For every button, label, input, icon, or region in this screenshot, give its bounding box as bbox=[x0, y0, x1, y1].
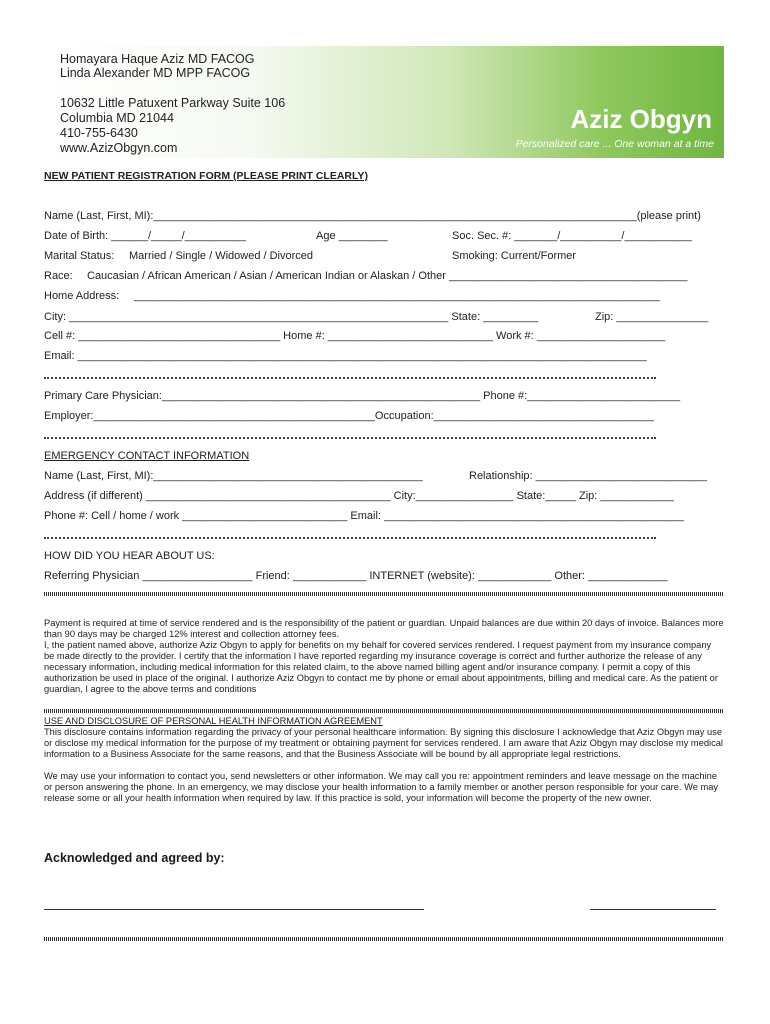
practice-address bbox=[60, 96, 285, 156]
signature-line[interactable] bbox=[44, 909, 424, 910]
home-address-label: Home Address: bbox=[44, 290, 120, 302]
ssn-field[interactable]: Soc. Sec. #: _______/__________/___________ bbox=[452, 230, 692, 242]
dotted-divider bbox=[44, 537, 656, 539]
smoking-field[interactable]: Smoking: Current/Former bbox=[452, 250, 577, 262]
acknowledgement-title: Acknowledged and agreed by: bbox=[44, 851, 225, 865]
email-field[interactable]: Email: _____________________________________________________________________________________________ bbox=[44, 350, 647, 362]
age-field[interactable]: Age ________ bbox=[316, 230, 388, 242]
phi-agreement bbox=[44, 716, 724, 804]
race-label: Race: bbox=[44, 270, 73, 282]
doctor-name: Homayara Haque Aziz MD FACOG bbox=[60, 52, 255, 66]
authorization-paragraph: I, the patient named above, authorize Aziz Obgyn to apply for benefits on my behalf for covered services rendered. I request payment from my insurance company be made directly to the provider. I certify that the information I have reported regarding my insurance coverage is correct and further authorize the release of any necessary information, including medical information for this related claim, to the above named billing agent and/or insurance company. I permit a copy of this authorization be used in place of the original. I authorize Aziz Obgyn to contact me by phone or email about appointments, billing and medical care. As the patient or guardian, I agree to the above terms and conditions bbox=[44, 640, 718, 694]
name-field[interactable]: Name (Last, First, MI):_______________________________________________________________________________(please print) bbox=[44, 210, 701, 222]
address-line: 10632 Little Patuxent Parkway Suite 106 bbox=[60, 96, 286, 110]
referral-source-field[interactable]: Referring Physician __________________ Friend: ____________ INTERNET (website): ____________ Other: _____________ bbox=[44, 570, 668, 582]
payment-paragraph: Payment is required at time of service rendered and is the responsibility of the patient or guardian. Unpaid balances are due within 20 days of invoice. Balances more than 90 days may be charged 12% interest and collection attorney fees. bbox=[44, 618, 724, 639]
phi-paragraph: This disclosure contains information regarding the privacy of your personal healthcare information. By signing this disclosure I acknowledge that Aziz Obgyn may use or disclose my medical information for the purpose of my treatment or obtaining payment for services rendered. I am aware that Aziz Obgyn may disclose my medical information to a Business Associate for the same reasons, and that the Business Associate will be bound by all appropriate legal restrictions. bbox=[44, 727, 723, 759]
letterhead-banner bbox=[44, 46, 724, 158]
emergency-contact-title: EMERGENCY CONTACT INFORMATION bbox=[44, 450, 250, 462]
relationship-field[interactable]: Relationship: ____________________________ bbox=[469, 470, 707, 482]
phone-row[interactable]: Cell #: _________________________________ Home #: ___________________________ Work #: _____________________ bbox=[44, 330, 666, 342]
section-separator bbox=[44, 937, 724, 941]
phone-number: 410-755-6430 bbox=[60, 126, 138, 140]
employer-field[interactable]: Employer:______________________________________________Occupation:____________________________________ bbox=[44, 410, 654, 422]
phi-title: USE AND DISCLOSURE OF PERSONAL HEALTH INFORMATION AGREEMENT bbox=[44, 716, 383, 726]
marital-label: Marital Status: bbox=[44, 250, 115, 262]
emergency-phone-field[interactable]: Phone #: Cell / home / work ___________________________ Email: _________________________________________________ bbox=[44, 510, 684, 522]
brand-logo-text: Aziz Obgyn bbox=[570, 104, 712, 134]
website: www.AzizObgyn.com bbox=[60, 141, 178, 155]
address-line: Columbia MD 21044 bbox=[60, 111, 174, 125]
emergency-address-field[interactable]: Address (if different) ________________________________________ City:________________ State:_____ Zip: ____________ bbox=[44, 490, 674, 502]
doctors-list bbox=[60, 52, 255, 80]
dotted-divider bbox=[44, 437, 656, 439]
phi-contact-paragraph: We may use your information to contact you, send newsletters or other information. We may call you re: appointment reminders and leave message on the machine or person answering the phone. In an emergency, we may disclose your health information to a family member or another person responsible for your care. We may release some or all your health information when required by law. If this practice is sold, your information will become the property of the new owner. bbox=[44, 771, 719, 803]
dob-field[interactable]: Date of Birth: ______/_____/__________ bbox=[44, 230, 246, 242]
hear-about-title: HOW DID YOU HEAR ABOUT US: bbox=[44, 550, 215, 562]
emergency-name-field[interactable]: Name (Last, First, MI):____________________________________________ bbox=[44, 470, 423, 482]
brand-tagline: Personalized care ... One woman at a time bbox=[515, 138, 714, 150]
city-state-field[interactable]: City: ______________________________________________________________ State: _________ bbox=[44, 311, 539, 323]
payment-terms bbox=[44, 618, 724, 695]
pcp-field[interactable]: Primary Care Physician:____________________________________________________ Phone #:_________________________ bbox=[44, 390, 681, 402]
doctor-name: Linda Alexander MD MPP FACOG bbox=[60, 66, 251, 80]
dotted-divider bbox=[44, 377, 656, 379]
date-line[interactable] bbox=[590, 909, 716, 910]
form-title: NEW PATIENT REGISTRATION FORM (PLEASE PRINT CLEARLY) bbox=[44, 170, 368, 182]
race-options[interactable]: Caucasian / African American / Asian / American Indian or Alaskan / Other _______________________________________ bbox=[87, 270, 688, 282]
zip-field[interactable]: Zip: _______________ bbox=[595, 311, 709, 323]
marital-options[interactable]: Married / Single / Widowed / Divorced bbox=[129, 250, 314, 262]
home-address-field[interactable]: ______________________________________________________________________________________ bbox=[134, 290, 661, 302]
section-separator bbox=[44, 592, 724, 596]
section-separator bbox=[44, 709, 724, 713]
